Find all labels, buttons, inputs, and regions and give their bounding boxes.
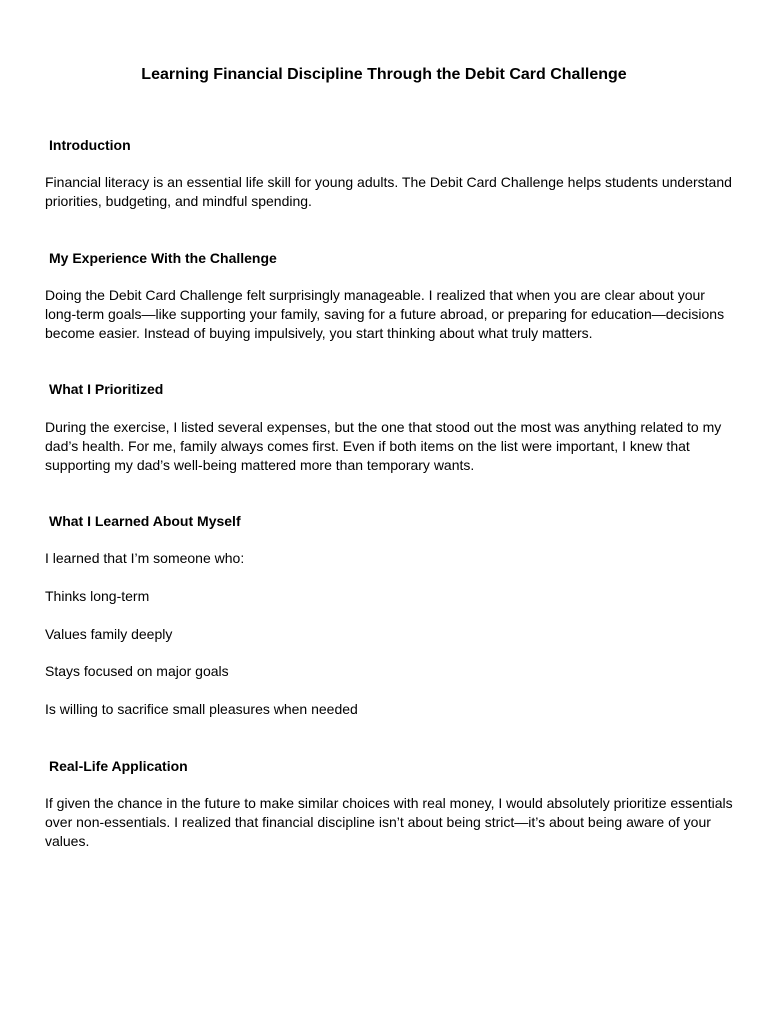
heading-learned: What I Learned About Myself — [49, 513, 241, 529]
list-item-trait: Stays focused on major goals — [45, 663, 229, 679]
heading-introduction: Introduction — [49, 137, 131, 153]
paragraph-prioritized: During the exercise, I listed several expenses, but the one that stood out the most was anything related to my dad’s health. For me, family always comes first. Even if both items on the list were important, I knew that supporting my dad’s well-being mattered more than temporary wants. — [45, 419, 722, 473]
list-item-trait: Thinks long-term — [45, 588, 150, 604]
list-item-trait: Values family deeply — [45, 626, 173, 642]
list-item-trait: Is willing to sacrifice small pleasures when needed — [45, 701, 358, 717]
paragraph-application: If given the chance in the future to make similar choices with real money, I would absolutely prioritize essentials over non-essentials. I realized that financial discipline isn’t about being strict—it’s about being aware of your values. — [45, 795, 733, 849]
paragraph-experience: Doing the Debit Card Challenge felt surprisingly manageable. I realized that when you are clear about your long-term goals—like supporting your family, saving for a future abroad, or preparing for education—decisions become easier. Instead of buying impulsively, you start thinking about what truly matters. — [45, 287, 725, 341]
heading-application: Real-Life Application — [49, 758, 188, 774]
heading-prioritized: What I Prioritized — [49, 381, 164, 397]
paragraph-learned-intro: I learned that I’m someone who: — [45, 550, 245, 566]
document-title: Learning Financial Discipline Through the Debit Card Challenge — [141, 66, 627, 83]
heading-experience: My Experience With the Challenge — [49, 250, 277, 266]
paragraph-introduction: Financial literacy is an essential life skill for young adults. The Debit Card Challenge helps students understand priorities, budgeting, and mindful spending. — [45, 174, 732, 209]
